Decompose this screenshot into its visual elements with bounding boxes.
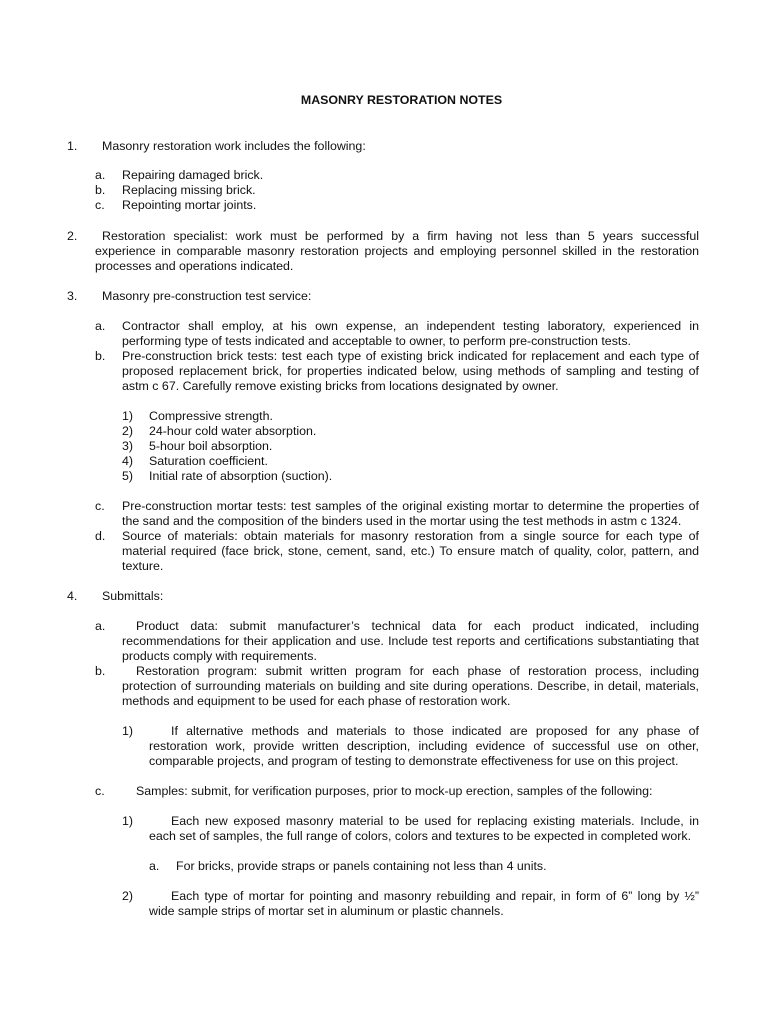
list-item: Compressive strength.: [149, 409, 273, 423]
section-3d-paragraph: [122, 529, 699, 574]
section-3-number: 3.: [67, 289, 78, 303]
paragraph-line: material required (face brick, stone, cement, sand, etc.) To ensure match of quality, color, pattern, and: [122, 544, 699, 559]
item-label: b.: [95, 349, 106, 363]
paragraph-line: Each new exposed masonry material to be used for replacing existing materials. Include, in: [171, 814, 699, 828]
paragraph-line: methods and equipment to be used for each phase of restoration work.: [122, 694, 511, 709]
subitem-label: 2): [122, 424, 134, 438]
list-item: Repointing mortar joints.: [122, 198, 257, 212]
subitem-label: 1): [122, 814, 134, 828]
paragraph-line: performing type of tests indicated and acceptable to owner, to perform pre-construction tests.: [122, 334, 631, 349]
subitem-label: 1): [122, 409, 134, 423]
section-2-paragraph: [95, 229, 699, 274]
item-label: b.: [95, 183, 106, 197]
subitem-label: 4): [122, 454, 134, 468]
list-item: Saturation coefficient.: [149, 454, 268, 468]
item-label: d.: [95, 529, 106, 543]
paragraph-line: astm c 67. Carefully remove existing bricks from locations designated by owner.: [122, 379, 559, 394]
item-label: b.: [95, 664, 106, 678]
list-item: Replacing missing brick.: [122, 183, 256, 197]
paragraph-line: Restoration specialist: work must be performed by a firm having not less than 5 years successful: [102, 229, 699, 243]
paragraph-line: proposed replacement brick, for properties indicated below, using methods of sampling and testing of: [122, 364, 699, 379]
item-label: c.: [95, 198, 105, 212]
paragraph-line: If alternative methods and materials to those indicated are proposed for any phase of: [171, 724, 699, 738]
item-label: c.: [95, 499, 105, 513]
paragraph-line: products comply with requirements.: [122, 649, 317, 664]
paragraph-line: Contractor shall employ, at his own expense, an independent testing laboratory, experienced in: [122, 319, 699, 333]
paragraph-line: Pre-construction mortar tests: test samples of the original existing mortar to determine the properties of: [122, 499, 699, 513]
section-2-number: 2.: [67, 229, 78, 243]
section-3b-paragraph: [122, 349, 699, 394]
section-1-text: Masonry restoration work includes the following:: [102, 139, 366, 153]
paragraph-line: experience in comparable masonry restoration projects and employing personnel skilled in the restoration: [95, 244, 699, 259]
subitem-label: 5): [122, 469, 134, 483]
paragraph-line: Restoration program: submit written program for each phase of restoration process, including: [136, 664, 699, 678]
paragraph-line: comparable projects, and program of testing to demonstrate effectiveness for use on this project.: [149, 754, 679, 769]
section-4c2-paragraph: [149, 889, 699, 919]
section-1-number: 1.: [67, 139, 78, 153]
paragraph-line: protection of surrounding materials on building and site during operations. Describe, in detail, materials,: [122, 679, 699, 694]
document-title: MASONRY RESTORATION NOTES: [300, 93, 503, 107]
list-item: For bricks, provide straps or panels containing not less than 4 units.: [176, 859, 547, 873]
paragraph-line: recommendations for their application and use. Include test reports and certifications substantiating that: [122, 634, 699, 649]
list-item: 24-hour cold water absorption.: [149, 424, 317, 438]
paragraph-line: Pre-construction brick tests: test each type of existing brick indicated for replacement and each type of: [122, 349, 699, 363]
item-label: a.: [95, 319, 106, 333]
paragraph-line: processes and operations indicated.: [95, 259, 294, 274]
subitem-label: 3): [122, 439, 134, 453]
list-item: Repairing damaged brick.: [122, 168, 264, 182]
paragraph-line: each set of samples, the full range of colors, colors and textures to be expected in completed work.: [149, 829, 692, 844]
section-4-text: Submittals:: [102, 589, 164, 603]
section-4c-text: Samples: submit, for verification purposes, prior to mock-up erection, samples of the following:: [136, 784, 653, 798]
subitem-label: 1): [122, 724, 134, 738]
section-4b1-paragraph: [149, 724, 699, 769]
paragraph-line: texture.: [122, 559, 164, 574]
section-4a-paragraph: [122, 619, 699, 664]
paragraph-line: wide sample strips of mortar set in aluminum or plastic channels.: [149, 904, 504, 919]
list-item: 5-hour boil absorption.: [149, 439, 273, 453]
paragraph-line: Source of materials: obtain materials for masonry restoration from a single source for each type of: [122, 529, 699, 543]
paragraph-line: the sand and the composition of the binders used in the mortar using the test methods in astm c 1324.: [122, 514, 682, 529]
item-label: c.: [95, 784, 105, 798]
subitem-label: 2): [122, 889, 134, 903]
item-label: a.: [95, 168, 106, 182]
section-4c1-paragraph: [149, 814, 699, 844]
subitem-label: a.: [149, 859, 160, 873]
section-3-text: Masonry pre-construction test service:: [102, 289, 312, 303]
paragraph-line: Product data: submit manufacturer’s technical data for each product indicated, including: [136, 619, 699, 633]
list-item: Initial rate of absorption (suction).: [149, 469, 333, 483]
section-4b-paragraph: [122, 664, 699, 709]
section-3a-paragraph: [122, 319, 699, 349]
section-4-number: 4.: [67, 589, 78, 603]
section-3c-paragraph: [122, 499, 699, 529]
paragraph-line: Each type of mortar for pointing and masonry rebuilding and repair, in form of 6” long by ½”: [171, 889, 699, 903]
item-label: a.: [95, 619, 106, 633]
paragraph-line: restoration work, provide written description, including evidence of successful use on other,: [149, 739, 699, 754]
